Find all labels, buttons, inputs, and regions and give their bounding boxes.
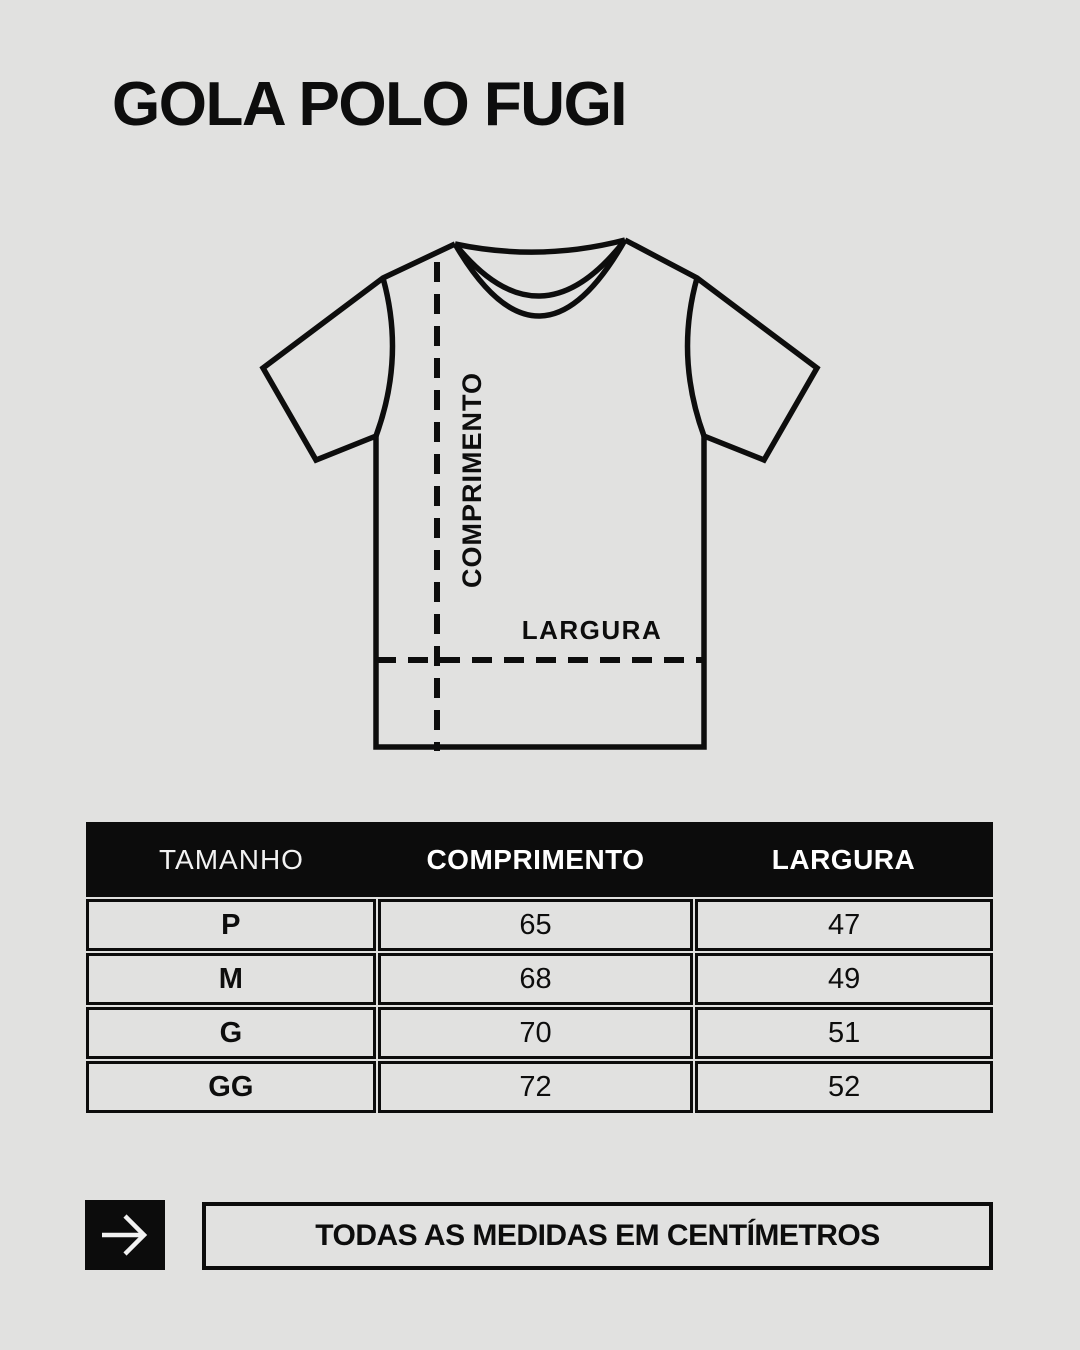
measurements-note-box [202, 1202, 993, 1270]
size-diagram [250, 228, 830, 758]
largura-cell: 51 [695, 1007, 993, 1059]
measurements-note-label: TODAS AS MEDIDAS EM CENTÍMETROS [315, 1219, 880, 1252]
size-cell: GG [86, 1061, 376, 1113]
column-header-largura: LARGURA [771, 843, 916, 875]
comprimento-cell: 72 [378, 1061, 694, 1113]
size-cell: M [86, 953, 376, 1005]
size-table [86, 899, 993, 1113]
comprimento-cell: 68 [378, 953, 694, 1005]
length-label: COMPRIMENTO [457, 371, 487, 589]
left-sleeve-seam [376, 278, 392, 436]
right-sleeve-seam [688, 278, 704, 436]
largura-cell: 52 [695, 1061, 993, 1113]
arrow-button[interactable] [85, 1200, 165, 1270]
size-cell: G [86, 1007, 376, 1059]
largura-cell: 47 [695, 899, 993, 951]
arrow-right-icon [95, 1210, 155, 1260]
largura-cell: 49 [695, 953, 993, 1005]
column-header-tamanho: TAMANHO [159, 843, 304, 875]
comprimento-cell: 70 [378, 1007, 694, 1059]
comprimento-cell: 65 [378, 899, 694, 951]
tshirt-diagram-svg [250, 228, 830, 758]
size-table-header [86, 822, 993, 897]
collar-top-arc [455, 240, 625, 252]
page-title: GOLA POLO FUGI [112, 70, 627, 139]
column-header-comprimento: COMPRIMENTO [426, 843, 645, 875]
width-label: LARGURA [521, 615, 663, 645]
size-cell: P [86, 899, 376, 951]
